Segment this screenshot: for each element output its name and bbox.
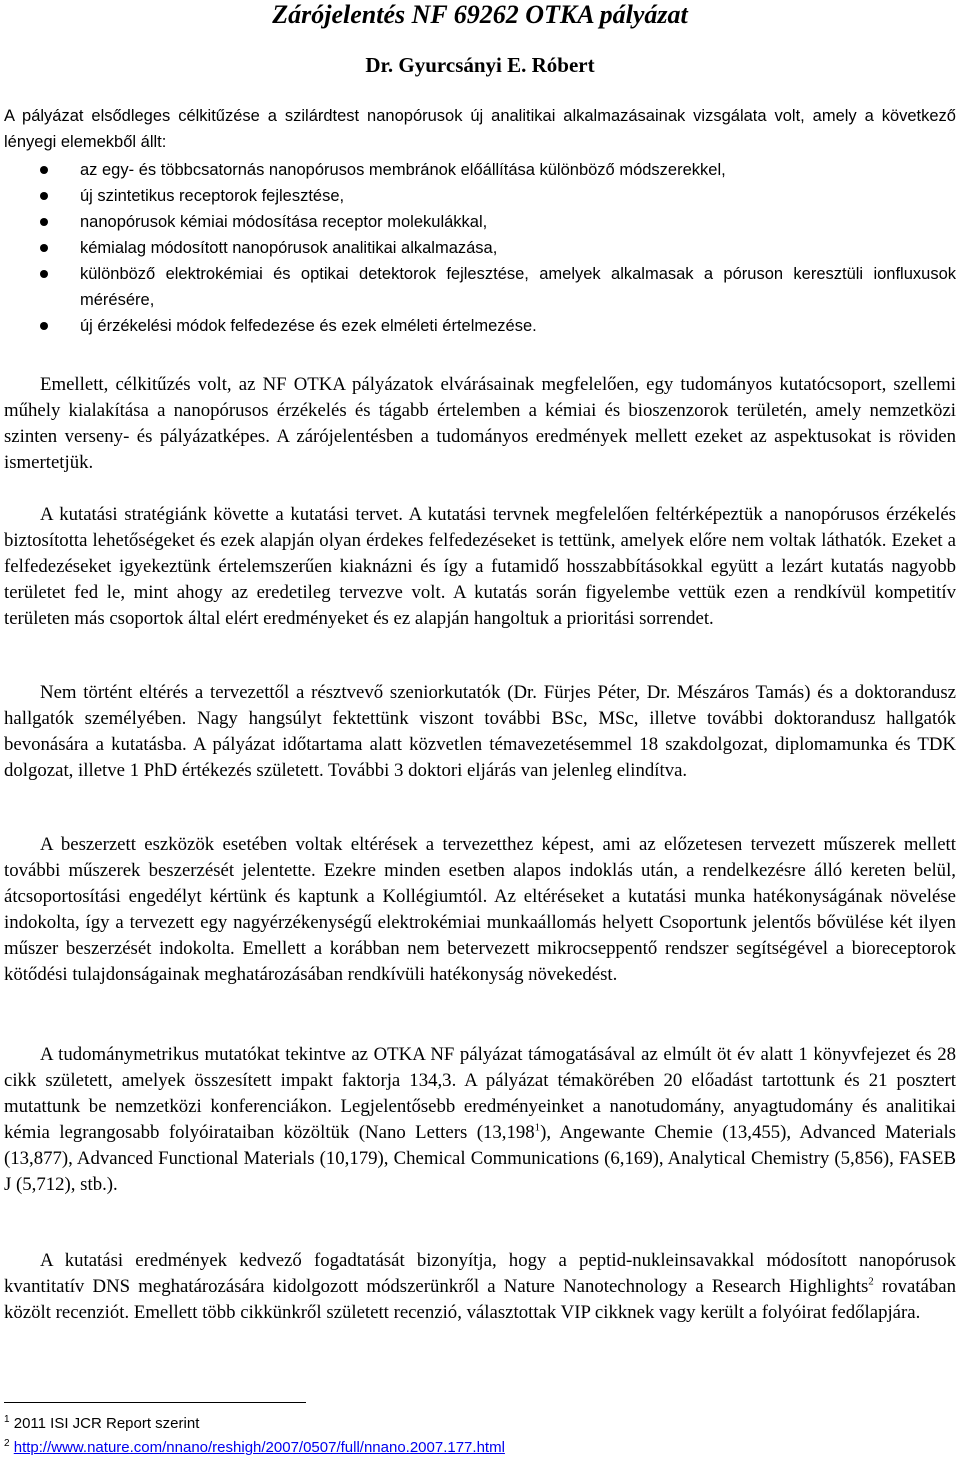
bullet-icon [40, 270, 48, 278]
bullet-icon [40, 192, 48, 200]
paragraph-strategy: A kutatási stratégiánk követte a kutatási tervet. A kutatási tervnek megfelelően feltérképeztük a nanopórusos érzékelés biztosította lehetőségeket és ezek alapján olyan érdekes felfedezéseket is tettünk, amelyek előre nem voltak láthatók. Ezeket a felfedezéseket igyekeztünk értelemszerűen kiaknázni és így a futamidő hosszabbításokkal együtt a lezárt kutatás nagyobb területet fed le, mint ahogy az eredetileg tervezve volt. A kutatás során figyelembe vettük ezen a rendkívül kompetitív területen más csoportok által elért eredményeket és ez alapján hangoltuk a prioritási sorrendet. [4, 504, 956, 629]
bullet-icon [40, 166, 48, 174]
author-name: Dr. Gyurcsányi E. Róbert [365, 53, 595, 77]
footnote-ref[interactable]: 1 [534, 1121, 541, 1134]
paragraph-goals: Emellett, célkitűzés volt, az NF OTKA pályázatok elvárásainak megfelelően, egy tudományos kutatócsoport, szellemi műhely kialakítása a nanopórusos érzékelés és tágabb értelemben a kémiai és bioszenzorok területén, amely nemzetközi szinten verseny- és pályázatképes. A zárójelentésben a tudományos eredmények mellett ezeket az aspektusokat is röviden ismertetjük. [4, 374, 956, 473]
footnote-ref[interactable]: 2 [868, 1275, 874, 1288]
footnote-2: $^2$ http://www.nature.com/nnano/reshigh/2007/0507/full/nnano.2007.177.html [4, 1438, 505, 1456]
bullet-icon [40, 244, 48, 252]
bullet-icon [40, 218, 48, 226]
list-item: nanopórusok kémiai módosítása receptor molekulákkal, [0, 209, 960, 235]
document-title: Zárójelentés NF 69262 OTKA pályázat [272, 0, 688, 29]
bullet-icon [40, 322, 48, 330]
paragraph-metrics: A tudománymetrikus mutatókat tekintve az OTKA NF pályázat támogatásával az elmúlt öt év alatt 1 könyvfejezet és 28 cikk született, amelyek összesített impakt faktorja 134,3. A pályázat témakörében 20 előadást tartottunk és 21 posztert mutattunk be nemzetközi konferenciákon. Legjelentősebb eredményeinket a nanotudomány, anyagtudomány és analitikai kémia legrangosabb folyóirataiban közöltük (Nano Letters (13,198$^1$), Angewante Chemie (13,455), Advanced Materials (13,877), Advanced Functional Materials (10,179), Chemical Communications (6,169), Analytical Chemistry (5,856), FASEB J (5,712), stb.). [4, 1044, 956, 1195]
paragraph-equipment: A beszerzett eszközök esetében voltak eltérések a tervezetthez képest, ami az előzetesen tervezett műszerek mellett további műszerek beszerzését jelentette. Ezekre minden esetben alapos indoklás után, a rendelkezésre álló kereten belül, átcsoportosítási engedélyt kértünk és kaptunk a Kollégiumtól. Az eltéréseket a kutatási munka hatékonyságának növelése indokolta, így a tervezett egy nagyérzékenységű elektrokémiai munkaállomás helyett Csoportunk jelentős bővülése két ilyen műszer beszerzését indokolta. Emellett a korábban nem betervezett mikrocseppentő rendszer segítségével a bioreceptorok kötődési tulajdonságainak meghatározásában rendkívüli hatékonyság növekedést. [4, 834, 956, 985]
footnote-1: $^1$ 2011 ISI JCR Report szerint [4, 1414, 200, 1432]
paragraph-personnel: Nem történt eltérés a tervezettől a résztvevő szeniorkutatók (Dr. Fürjes Péter, Dr. Mészáros Tamás) és a doktorandusz hallgatók személyében. Nagy hangsúlyt fektettünk viszont további BSc, MSc, illetve további doktorandusz hallgatók bevonására a kutatásba. A pályázat időtartama alatt közvetlen témavezetésemmel 18 szakdolgozat, diplomamunka és TDK dolgozat, illetve 1 PhD értékezés született. További 3 doktori eljárás van jelenleg elindítva. [4, 682, 956, 781]
footnote-divider [4, 1402, 306, 1403]
list-item: az egy- és többcsatornás nanopórusos membránok előállítása különböző módszerekkel, [0, 157, 960, 183]
list-item: kémialag módosított nanopórusok analitikai alkalmazása, [0, 235, 960, 261]
paragraph-reception: A kutatási eredmények kedvező fogadtatását bizonyítja, hogy a peptid-nukleinsavakkal módosított nanopórusok kvantitatív DNS meghatározására kidolgozott módszerünkről a Nature Nanotechnology a Research Highlights$^2$ rovatában közölt recenziót. Emellett több cikkünkről született recenzió, választottak VIP cikknek vagy került a folyóirat fedőlapjára. [4, 1250, 956, 1323]
list-item: különböző elektrokémiai és optikai detektorok fejlesztése, amelyek alkalmasak a póruson keresztüli ionfluxusok mérésére, [0, 261, 960, 313]
objectives-list [0, 157, 960, 339]
list-item: új érzékelési módok felfedezése és ezek elméleti értelmezése. [0, 313, 960, 339]
list-item: új szintetikus receptorok fejlesztése, [0, 183, 960, 209]
intro-paragraph: A pályázat elsődleges célkitűzése a szilárdtest nanopórusok új analitikai alkalmazásainak vizsgálata volt, amely a következő lényegi elemekből állt: [4, 107, 956, 151]
nature-link[interactable]: http://www.nature.com/nnano/reshigh/2007/0507/full/nnano.2007.177.html [13, 1439, 505, 1456]
